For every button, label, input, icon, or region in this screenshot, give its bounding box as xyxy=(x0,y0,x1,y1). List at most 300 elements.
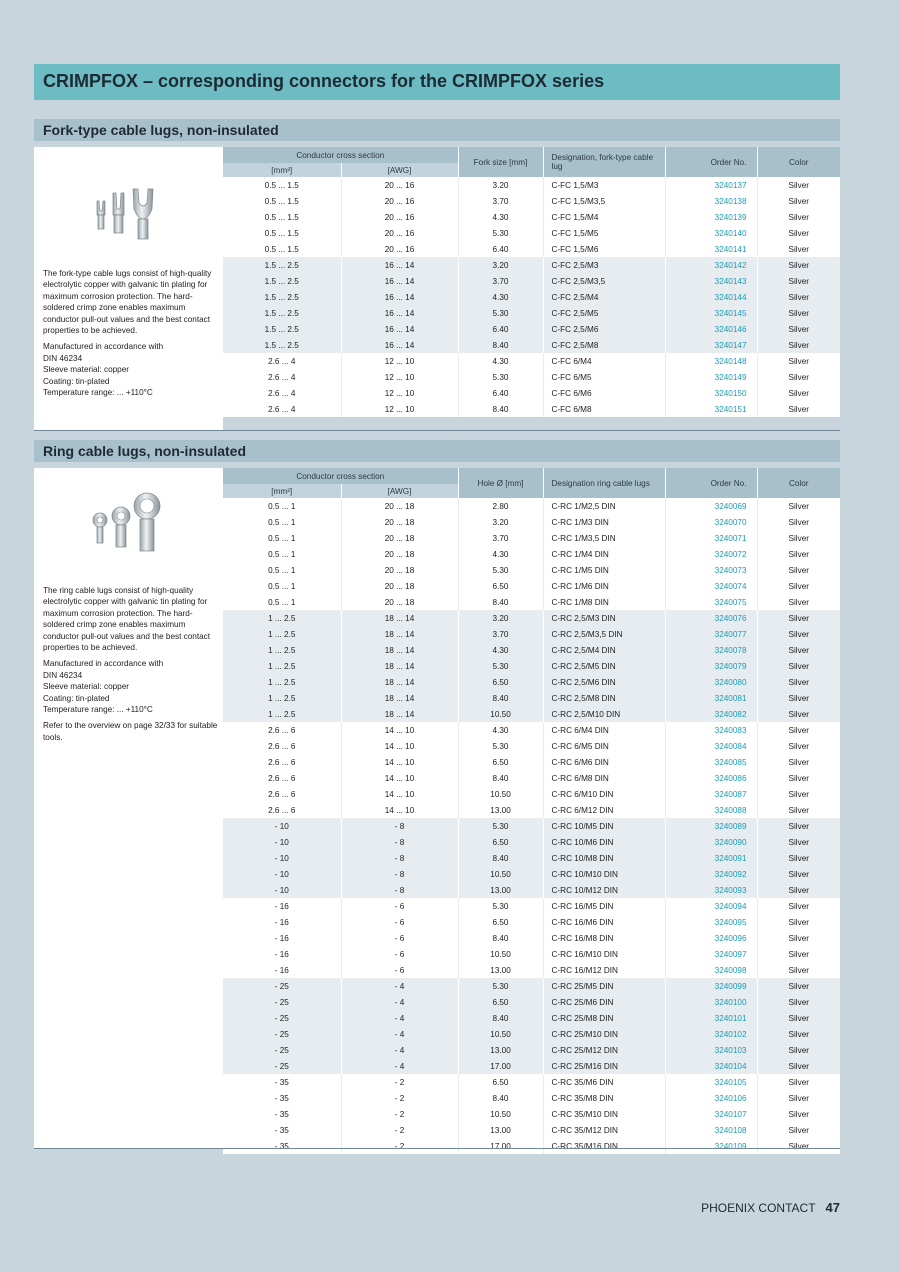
cell-order-no[interactable]: 3240139 xyxy=(665,209,757,225)
cell-mm2: 2.6 ... 6 xyxy=(223,802,341,818)
cell-size: 5.30 xyxy=(458,738,543,754)
cell-size: 8.40 xyxy=(458,337,543,353)
table-row xyxy=(223,337,840,353)
cell-color: Silver xyxy=(757,722,840,738)
cell-size: 8.40 xyxy=(458,1010,543,1026)
cell-order-no[interactable]: 3240141 xyxy=(665,241,757,257)
cell-order-no[interactable]: 3240080 xyxy=(665,674,757,690)
cell-designation: C-FC 2,5/M4 xyxy=(543,289,665,305)
table-row xyxy=(223,1122,840,1138)
ring-table-bottom-rule xyxy=(34,1148,840,1149)
cell-designation: C-FC 1,5/M3,5 xyxy=(543,193,665,209)
cell-size: 6.50 xyxy=(458,914,543,930)
cell-order-no[interactable]: 3240094 xyxy=(665,898,757,914)
table-row xyxy=(223,1106,840,1122)
cell-color: Silver xyxy=(757,1058,840,1074)
cell-mm2: 0.5 ... 1.5 xyxy=(223,241,341,257)
table-row xyxy=(223,722,840,738)
cell-mm2: 0.5 ... 1 xyxy=(223,578,341,594)
cell-order-no[interactable]: 3240071 xyxy=(665,530,757,546)
cell-order-no[interactable]: 3240074 xyxy=(665,578,757,594)
ring-description-block xyxy=(43,585,221,748)
table-row xyxy=(223,818,840,834)
table-row xyxy=(223,1138,840,1154)
cell-mm2: - 35 xyxy=(223,1074,341,1090)
cell-color: Silver xyxy=(757,369,840,385)
cell-mm2: 1.5 ... 2.5 xyxy=(223,273,341,289)
cell-color: Silver xyxy=(757,193,840,209)
cell-size: 8.40 xyxy=(458,594,543,610)
cell-size: 4.30 xyxy=(458,642,543,658)
cell-color: Silver xyxy=(757,1010,840,1026)
cell-order-no[interactable]: 3240149 xyxy=(665,369,757,385)
cell-awg: - 8 xyxy=(341,818,458,834)
cell-awg: - 6 xyxy=(341,946,458,962)
cell-color: Silver xyxy=(757,1042,840,1058)
cell-mm2: - 25 xyxy=(223,1058,341,1074)
cell-awg: - 4 xyxy=(341,1026,458,1042)
cell-size: 17.00 xyxy=(458,1138,543,1154)
cell-color: Silver xyxy=(757,946,840,962)
cell-color: Silver xyxy=(757,1138,840,1154)
cell-size: 3.70 xyxy=(458,273,543,289)
cell-designation: C-RC 35/M10 DIN xyxy=(543,1106,665,1122)
cell-order-no[interactable]: 3240108 xyxy=(665,1122,757,1138)
cell-size: 13.00 xyxy=(458,962,543,978)
cell-order-no[interactable]: 3240099 xyxy=(665,978,757,994)
ring-info-panel xyxy=(34,468,223,1148)
cell-designation: C-RC 1/M3,5 DIN xyxy=(543,530,665,546)
cell-mm2: - 25 xyxy=(223,978,341,994)
cell-mm2: 1.5 ... 2.5 xyxy=(223,289,341,305)
cell-awg: 20 ... 18 xyxy=(341,498,458,514)
cell-designation: C-RC 6/M5 DIN xyxy=(543,738,665,754)
cell-color: Silver xyxy=(757,562,840,578)
fork-cable-lug-table xyxy=(223,147,840,417)
cell-awg: 14 ... 10 xyxy=(341,770,458,786)
cell-color: Silver xyxy=(757,626,840,642)
cell-order-no[interactable]: 3240097 xyxy=(665,946,757,962)
cell-size: 3.70 xyxy=(458,530,543,546)
cell-designation: C-FC 1,5/M3 xyxy=(543,177,665,193)
cell-order-no[interactable]: 3240092 xyxy=(665,866,757,882)
table-row xyxy=(223,786,840,802)
page-number: 47 xyxy=(825,1200,840,1215)
cell-order-no[interactable]: 3240093 xyxy=(665,882,757,898)
cell-size: 3.70 xyxy=(458,193,543,209)
cell-size: 8.40 xyxy=(458,930,543,946)
cell-size: 5.30 xyxy=(458,818,543,834)
cell-designation: C-RC 16/M5 DIN xyxy=(543,898,665,914)
cell-order-no[interactable]: 3240146 xyxy=(665,321,757,337)
cell-order-no[interactable]: 3240069 xyxy=(665,498,757,514)
cell-designation: C-FC 6/M5 xyxy=(543,369,665,385)
cell-color: Silver xyxy=(757,289,840,305)
cell-size: 8.40 xyxy=(458,1090,543,1106)
cell-color: Silver xyxy=(757,866,840,882)
cell-mm2: 0.5 ... 1.5 xyxy=(223,225,341,241)
cell-color: Silver xyxy=(757,514,840,530)
cell-order-no[interactable]: 3240142 xyxy=(665,257,757,273)
hole-diameter-header: Hole Ø [mm] xyxy=(458,468,543,498)
cell-size: 6.40 xyxy=(458,241,543,257)
page-title: CRIMPFOX – corresponding connectors for the CRIMPFOX series xyxy=(43,71,605,91)
cell-color: Silver xyxy=(757,786,840,802)
cell-mm2: 1.5 ... 2.5 xyxy=(223,321,341,337)
table-row xyxy=(223,738,840,754)
cell-designation: C-RC 2,5/M3,5 DIN xyxy=(543,626,665,642)
cell-awg: 18 ... 14 xyxy=(341,610,458,626)
table-row xyxy=(223,1090,840,1106)
cell-order-no[interactable]: 3240086 xyxy=(665,770,757,786)
cell-color: Silver xyxy=(757,642,840,658)
cell-size: 4.30 xyxy=(458,722,543,738)
cell-mm2: - 16 xyxy=(223,914,341,930)
cell-designation: C-FC 2,5/M5 xyxy=(543,305,665,321)
fork-spec-line: DIN 46234 xyxy=(43,353,83,363)
cell-awg: 20 ... 18 xyxy=(341,562,458,578)
cell-awg: - 8 xyxy=(341,834,458,850)
page-title-bar xyxy=(34,64,840,100)
ring-tools-note: Refer to the overview on page 32/33 for suitable tools. xyxy=(43,721,218,742)
cell-order-no[interactable]: 3240151 xyxy=(665,401,757,417)
cell-mm2: 0.5 ... 1 xyxy=(223,530,341,546)
cell-designation: C-RC 1/M8 DIN xyxy=(543,594,665,610)
cell-designation: C-FC 6/M4 xyxy=(543,353,665,369)
cell-order-no[interactable]: 3240107 xyxy=(665,1106,757,1122)
cell-size: 10.50 xyxy=(458,866,543,882)
cell-order-no[interactable]: 3240143 xyxy=(665,273,757,289)
cell-awg: 20 ... 18 xyxy=(341,546,458,562)
cell-awg: - 2 xyxy=(341,1138,458,1154)
cell-designation: C-RC 10/M8 DIN xyxy=(543,850,665,866)
cell-awg: 14 ... 10 xyxy=(341,786,458,802)
cell-designation: C-RC 6/M8 DIN xyxy=(543,770,665,786)
cell-awg: 20 ... 16 xyxy=(341,225,458,241)
cell-color: Silver xyxy=(757,401,840,417)
cell-order-no[interactable]: 3240073 xyxy=(665,562,757,578)
cell-size: 4.30 xyxy=(458,353,543,369)
cell-mm2: - 16 xyxy=(223,946,341,962)
cell-awg: - 2 xyxy=(341,1074,458,1090)
cell-order-no[interactable]: 3240082 xyxy=(665,706,757,722)
table-row xyxy=(223,273,840,289)
cell-order-no[interactable]: 3240095 xyxy=(665,914,757,930)
table-row xyxy=(223,321,840,337)
table-row xyxy=(223,546,840,562)
fork-spec-line: Manufactured in accordance with xyxy=(43,342,164,352)
cell-order-no[interactable]: 3240091 xyxy=(665,850,757,866)
ring-spec-line: Sleeve material: copper xyxy=(43,682,130,692)
cell-color: Silver xyxy=(757,353,840,369)
cell-mm2: 1 ... 2.5 xyxy=(223,690,341,706)
table-row xyxy=(223,866,840,882)
cell-mm2: 0.5 ... 1 xyxy=(223,594,341,610)
cell-mm2: - 16 xyxy=(223,962,341,978)
table-row xyxy=(223,610,840,626)
table-row xyxy=(223,385,840,401)
cell-order-no[interactable]: 3240087 xyxy=(665,786,757,802)
cell-mm2: - 25 xyxy=(223,1042,341,1058)
cell-color: Silver xyxy=(757,594,840,610)
cell-order-no[interactable]: 3240148 xyxy=(665,353,757,369)
awg-header: [AWG] xyxy=(341,484,458,498)
fork-description: The fork-type cable lugs consist of high-quality electrolytic copper with galvanic tin plating for maximum corrosion protection. The hard-soldered crimp zone enables maximum conductor pull-out values and the best contact properties to be achieved. xyxy=(43,269,212,336)
cell-size: 13.00 xyxy=(458,802,543,818)
table-row xyxy=(223,962,840,978)
cell-size: 3.20 xyxy=(458,610,543,626)
cell-designation: C-RC 6/M12 DIN xyxy=(543,802,665,818)
cell-designation: C-RC 10/M6 DIN xyxy=(543,834,665,850)
cell-mm2: - 35 xyxy=(223,1090,341,1106)
cell-order-no[interactable]: 3240081 xyxy=(665,690,757,706)
fork-info-panel xyxy=(34,147,223,431)
table-row xyxy=(223,193,840,209)
cell-order-no[interactable]: 3240106 xyxy=(665,1090,757,1106)
cell-size: 4.30 xyxy=(458,289,543,305)
fork-table-bottom-rule xyxy=(34,430,840,431)
cell-mm2: 1 ... 2.5 xyxy=(223,626,341,642)
cell-awg: - 8 xyxy=(341,882,458,898)
cell-mm2: 0.5 ... 1 xyxy=(223,498,341,514)
cell-designation: C-RC 1/M5 DIN xyxy=(543,562,665,578)
cell-mm2: 2.6 ... 4 xyxy=(223,401,341,417)
cell-size: 6.50 xyxy=(458,994,543,1010)
cell-mm2: - 10 xyxy=(223,850,341,866)
cell-order-no[interactable]: 3240105 xyxy=(665,1074,757,1090)
cell-awg: - 4 xyxy=(341,978,458,994)
cell-color: Silver xyxy=(757,850,840,866)
cell-color: Silver xyxy=(757,690,840,706)
cell-awg: - 8 xyxy=(341,866,458,882)
cell-order-no[interactable]: 3240140 xyxy=(665,225,757,241)
cell-color: Silver xyxy=(757,738,840,754)
cell-mm2: 1 ... 2.5 xyxy=(223,674,341,690)
cell-color: Silver xyxy=(757,530,840,546)
table-row xyxy=(223,978,840,994)
cell-awg: 14 ... 10 xyxy=(341,802,458,818)
table-row xyxy=(223,642,840,658)
table-row xyxy=(223,994,840,1010)
order-no-header: Order No. xyxy=(665,147,757,177)
cell-mm2: 0.5 ... 1 xyxy=(223,562,341,578)
cell-color: Silver xyxy=(757,578,840,594)
cell-designation: C-RC 25/M12 DIN xyxy=(543,1042,665,1058)
cell-order-no[interactable]: 3240098 xyxy=(665,962,757,978)
cell-order-no[interactable]: 3240104 xyxy=(665,1058,757,1074)
cell-order-no[interactable]: 3240096 xyxy=(665,930,757,946)
cell-designation: C-RC 10/M10 DIN xyxy=(543,866,665,882)
cell-awg: 16 ... 14 xyxy=(341,321,458,337)
table-row xyxy=(223,1026,840,1042)
color-header: Color xyxy=(757,468,840,498)
cell-awg: - 2 xyxy=(341,1106,458,1122)
cell-order-no[interactable]: 3240079 xyxy=(665,658,757,674)
cell-order-no[interactable]: 3240090 xyxy=(665,834,757,850)
table-row xyxy=(223,498,840,514)
cell-order-no[interactable]: 3240088 xyxy=(665,802,757,818)
cell-size: 8.40 xyxy=(458,850,543,866)
cell-color: Silver xyxy=(757,818,840,834)
table-row xyxy=(223,626,840,642)
cell-mm2: 1 ... 2.5 xyxy=(223,658,341,674)
fork-spec-line: Sleeve material: copper xyxy=(43,365,130,375)
order-no-header: Order No. xyxy=(665,468,757,498)
cell-order-no[interactable]: 3240100 xyxy=(665,994,757,1010)
cell-size: 6.50 xyxy=(458,578,543,594)
cell-color: Silver xyxy=(757,706,840,722)
cell-mm2: 0.5 ... 1 xyxy=(223,514,341,530)
cell-designation: C-FC 1,5/M4 xyxy=(543,209,665,225)
table-row xyxy=(223,946,840,962)
cell-awg: - 6 xyxy=(341,914,458,930)
cell-awg: 16 ... 14 xyxy=(341,257,458,273)
cell-order-no[interactable]: 3240145 xyxy=(665,305,757,321)
cell-mm2: - 10 xyxy=(223,882,341,898)
cell-color: Silver xyxy=(757,834,840,850)
cell-awg: 18 ... 14 xyxy=(341,690,458,706)
cell-order-no[interactable]: 3240150 xyxy=(665,385,757,401)
table-row xyxy=(223,802,840,818)
cell-awg: 20 ... 18 xyxy=(341,530,458,546)
color-header: Color xyxy=(757,147,840,177)
table-row xyxy=(223,914,840,930)
mm2-header: [mm²] xyxy=(223,484,341,498)
cell-size: 13.00 xyxy=(458,1122,543,1138)
table-row xyxy=(223,578,840,594)
cell-order-no[interactable]: 3240147 xyxy=(665,337,757,353)
fork-spec-line: Temperature range: ... +110°C xyxy=(43,388,153,398)
cell-size: 3.70 xyxy=(458,626,543,642)
cell-designation: C-RC 2,5/M6 DIN xyxy=(543,674,665,690)
ring-spec-line: Coating: tin-plated xyxy=(43,693,110,703)
cell-color: Silver xyxy=(757,1122,840,1138)
cell-designation: C-FC 2,5/M6 xyxy=(543,321,665,337)
cell-order-no[interactable]: 3240101 xyxy=(665,1010,757,1026)
table-row xyxy=(223,850,840,866)
cell-awg: 16 ... 14 xyxy=(341,337,458,353)
cell-order-no[interactable]: 3240084 xyxy=(665,738,757,754)
table-row xyxy=(223,530,840,546)
cell-designation: C-RC 2,5/M3 DIN xyxy=(543,610,665,626)
cell-color: Silver xyxy=(757,610,840,626)
cell-designation: C-FC 2,5/M3 xyxy=(543,257,665,273)
table-row xyxy=(223,401,840,417)
cell-mm2: 2.6 ... 4 xyxy=(223,353,341,369)
cell-order-no[interactable]: 3240076 xyxy=(665,610,757,626)
cell-designation: C-RC 10/M12 DIN xyxy=(543,882,665,898)
cell-designation: C-RC 1/M3 DIN xyxy=(543,514,665,530)
cell-mm2: 1.5 ... 2.5 xyxy=(223,337,341,353)
cell-awg: - 4 xyxy=(341,1042,458,1058)
designation-header: Designation, fork-type cable lug xyxy=(543,147,665,177)
ring-section-heading: Ring cable lugs, non-insulated xyxy=(43,443,247,459)
cell-designation: C-RC 1/M2,5 DIN xyxy=(543,498,665,514)
cell-order-no[interactable]: 3240077 xyxy=(665,626,757,642)
fork-section-heading-bar xyxy=(34,119,840,141)
cell-awg: 18 ... 14 xyxy=(341,706,458,722)
cell-designation: C-FC 1,5/M5 xyxy=(543,225,665,241)
cell-size: 10.50 xyxy=(458,946,543,962)
fork-specs xyxy=(43,341,221,398)
cell-color: Silver xyxy=(757,257,840,273)
cell-mm2: 2.6 ... 4 xyxy=(223,385,341,401)
cell-size: 10.50 xyxy=(458,1106,543,1122)
cell-order-no[interactable]: 3240072 xyxy=(665,546,757,562)
cell-size: 6.50 xyxy=(458,834,543,850)
table-row xyxy=(223,241,840,257)
cell-color: Silver xyxy=(757,770,840,786)
cell-order-no[interactable]: 3240138 xyxy=(665,193,757,209)
cell-size: 13.00 xyxy=(458,1042,543,1058)
cell-color: Silver xyxy=(757,882,840,898)
cell-awg: 14 ... 10 xyxy=(341,722,458,738)
cell-order-no[interactable]: 3240144 xyxy=(665,289,757,305)
cell-designation: C-RC 6/M4 DIN xyxy=(543,722,665,738)
cell-order-no[interactable]: 3240085 xyxy=(665,754,757,770)
table-row xyxy=(223,930,840,946)
cell-designation: C-RC 25/M10 DIN xyxy=(543,1026,665,1042)
cell-designation: C-RC 16/M10 DIN xyxy=(543,946,665,962)
table-row xyxy=(223,289,840,305)
cell-awg: 12 ... 10 xyxy=(341,401,458,417)
cell-mm2: 1 ... 2.5 xyxy=(223,610,341,626)
cell-order-no[interactable]: 3240078 xyxy=(665,642,757,658)
cell-order-no[interactable]: 3240102 xyxy=(665,1026,757,1042)
cell-awg: 20 ... 16 xyxy=(341,193,458,209)
fork-spec-line: Coating: tin-plated xyxy=(43,376,110,386)
cell-awg: 20 ... 18 xyxy=(341,594,458,610)
cell-color: Silver xyxy=(757,802,840,818)
cell-size: 2.80 xyxy=(458,498,543,514)
cell-awg: 20 ... 16 xyxy=(341,209,458,225)
cell-size: 10.50 xyxy=(458,786,543,802)
cell-awg: 18 ... 14 xyxy=(341,658,458,674)
table-row xyxy=(223,674,840,690)
cell-color: Silver xyxy=(757,978,840,994)
cell-size: 6.40 xyxy=(458,385,543,401)
cell-awg: - 6 xyxy=(341,962,458,978)
conductor-cross-section-header: Conductor cross section xyxy=(223,468,458,484)
cell-mm2: - 25 xyxy=(223,1026,341,1042)
cell-color: Silver xyxy=(757,674,840,690)
cell-awg: - 4 xyxy=(341,1058,458,1074)
cell-awg: 18 ... 14 xyxy=(341,674,458,690)
cell-awg: 16 ... 14 xyxy=(341,305,458,321)
cell-order-no[interactable]: 3240075 xyxy=(665,594,757,610)
table-row xyxy=(223,834,840,850)
table-row xyxy=(223,257,840,273)
cell-mm2: 1 ... 2.5 xyxy=(223,642,341,658)
cell-order-no[interactable]: 3240089 xyxy=(665,818,757,834)
cell-order-no[interactable]: 3240137 xyxy=(665,177,757,193)
cell-awg: - 6 xyxy=(341,930,458,946)
cell-designation: C-FC 6/M6 xyxy=(543,385,665,401)
cell-designation: C-RC 16/M12 DIN xyxy=(543,962,665,978)
cell-designation: C-FC 2,5/M8 xyxy=(543,337,665,353)
cell-order-no[interactable]: 3240103 xyxy=(665,1042,757,1058)
cell-size: 8.40 xyxy=(458,690,543,706)
awg-header: [AWG] xyxy=(341,163,458,177)
table-row xyxy=(223,209,840,225)
footer-brand: PHOENIX CONTACT xyxy=(701,1201,816,1215)
cell-designation: C-RC 1/M4 DIN xyxy=(543,546,665,562)
cell-order-no[interactable]: 3240083 xyxy=(665,722,757,738)
cell-designation: C-RC 16/M6 DIN xyxy=(543,914,665,930)
mm2-header: [mm²] xyxy=(223,163,341,177)
cell-order-no[interactable]: 3240109 xyxy=(665,1138,757,1154)
cell-order-no[interactable]: 3240070 xyxy=(665,514,757,530)
